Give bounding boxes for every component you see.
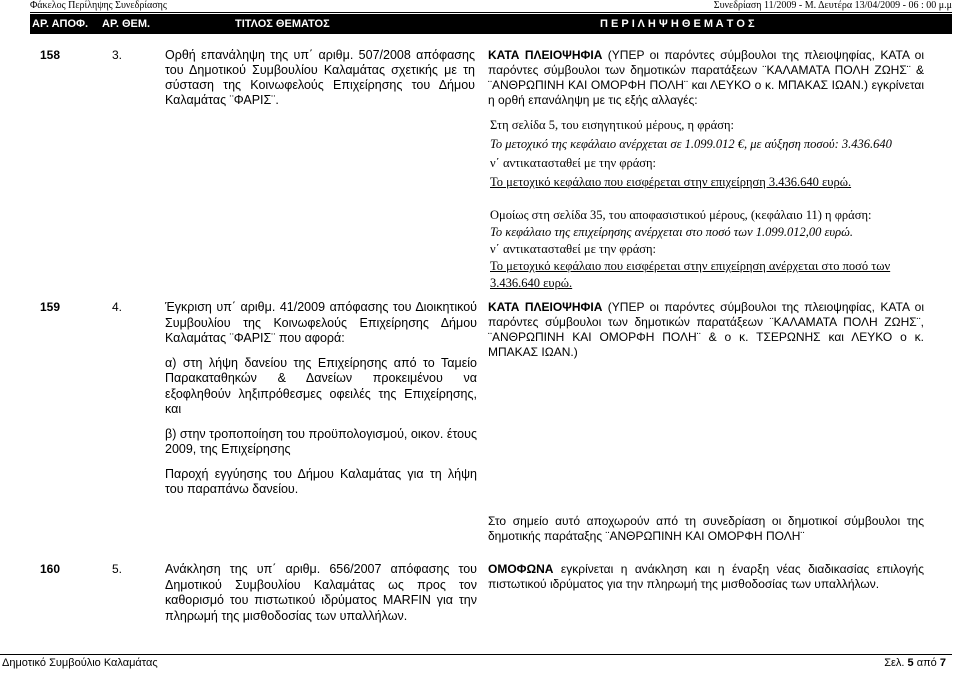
- title-paragraph: β) στην τροποποίηση του προϋπολογισμού, οικον. έτους 2009, της Επιχείρησης: [165, 426, 477, 456]
- topic-title: [165, 300, 477, 498]
- col-summary: Π Ε Ρ Ι Λ Η Ψ Η Θ Ε Μ Α Τ Ο Σ: [600, 18, 755, 30]
- summary-text: (ΥΠΕΡ οι παρόντες σύμβουλοι της πλειοψηφίας, ΚΑΤΑ οι παρόντες σύμβουλοι των δημοτικών παρατάξεων ¨ΚΑΛΑΜΑΤΑ ΠΟΛΗ ΖΩΗΣ¨, ¨ΑΝΘΡΩΠΙΝΗ ΚΑΙ ΟΜΟΡΦΗ ΠΟΛΗ¨ & ο κ. ΤΣΕΡΩΝΗΣ και ΛΕΥΚΟ ο κ. ΜΠΑΚΑΣ ΙΩΑΝ.): [488, 300, 925, 359]
- amendment-line: Το μετοχικό κεφάλαιο που εισφέρεται στην επιχείρηση 3.436.640 ευρώ.: [490, 175, 852, 189]
- amendment-line: Στη σελίδα 5, του εισηγητικού μέρους, η φράση:: [490, 118, 734, 132]
- page-of-label: από: [916, 657, 937, 669]
- page-indicator: [884, 657, 946, 669]
- amendment-line: Το μετοχικό της κεφάλαιο ανέρχεται σε 1.099.012 €, με αύξηση ποσού: 3.436.640: [490, 137, 892, 151]
- decision-number: 160: [40, 562, 61, 576]
- amendment-line: Το κεφάλαιο της επιχείρησης ανέρχεται στο ποσό των 1.099.012,00 ευρώ.: [490, 225, 854, 239]
- title-paragraph: Έγκριση υπ΄ αριθμ. 41/2009 απόφασης του Διοικητικού Συμβουλίου της Κοινωφελούς Επιχείρησης Δήμου Καλαμάτας ¨ΦΑΡΙΣ¨ που αφορά:: [165, 300, 477, 345]
- page-header: [0, 0, 960, 12]
- col-topic-no: ΑΡ. ΘΕΜ.: [102, 18, 151, 30]
- page-number: 5: [907, 657, 914, 669]
- title-paragraph: Παροχή εγγύησης του Δήμου Καλαμάτας για τη λήψη του παραπάνω δανείου.: [165, 466, 477, 496]
- decision-number: 159: [40, 300, 61, 314]
- header-session: Συνεδρίαση 11/2009 - Μ. Δευτέρα 13/04/2009 - 06 : 00 μ.μ: [713, 0, 952, 11]
- decision-number: 158: [40, 48, 61, 62]
- page-label: Σελ.: [884, 657, 905, 669]
- amendment-line: Ομοίως στη σελίδα 35, του αποφασιστικού μέρους, (κεφάλαιο 11) η φράση:: [490, 208, 872, 222]
- session-note: Στο σημείο αυτό αποχωρούν από τη συνεδρίαση οι δημοτικοί σύμβουλοι της δημοτικής παράταξης ¨ΑΝΘΡΩΠΙΝΗ ΚΑΙ ΟΜΟΡΦΗ ΠΟΛΗ¨: [488, 514, 924, 543]
- vote-result: ΚΑΤΑ ΠΛΕΙΟΨΗΦΙΑ: [488, 48, 603, 62]
- header-rule: [30, 12, 952, 13]
- footer-rule: [0, 654, 952, 655]
- page-total: 7: [939, 657, 946, 669]
- topic-title: Ανάκληση της υπ΄ αριθμ. 656/2007 απόφασης του Δημοτικού Συμβουλίου Καλαμάτας ως προς τον καθορισμό του πιστωτικού ιδρύματος MARFIN για την πληρωμή της μισθοδοσίας των υπαλλήλων.: [165, 562, 477, 623]
- topic-summary: [488, 48, 924, 108]
- vote-result: ΚΑΤΑ ΠΛΕΙΟΨΗΦΙΑ: [488, 300, 603, 314]
- topic-number: 5.: [112, 562, 123, 576]
- amendment-line: ν΄ αντικατασταθεί με την φράση:: [490, 156, 657, 170]
- summary-text: εγκρίνεται η ανάκληση και η έναρξη νέας διαδικασίας επιλογής πιστωτικού ιδρύματος για την πληρωμή της μισθοδοσίας των υπαλλήλων.: [488, 562, 924, 591]
- column-header-bar: [30, 14, 952, 34]
- summary-text: (ΥΠΕΡ οι παρόντες σύμβουλοι της πλειοψηφίας, ΚΑΤΑ οι παρόντες σύμβουλοι των δημοτικών παρατάξεων ¨ΚΑΛΑΜΑΤΑ ΠΟΛΗ ΖΩΗΣ¨ & ¨ΑΝΘΡΩΠΙΝΗ ΚΑΙ ΟΜΟΡΦΗ ΠΟΛΗ¨ και ΛΕΥΚΟ ο κ. ΜΠΑΚΑΣ ΙΩΑΝ.) εγκρίνεται η ορθή επανάληψη με τις εξής αλλαγές:: [488, 48, 925, 107]
- topic-summary: [488, 300, 924, 360]
- footer-council-name: Δημοτικό Συμβούλιο Καλαμάτας: [2, 657, 158, 669]
- amendment-line: Το μετοχικό κεφάλαιο που εισφέρεται στην επιχείρηση ανέρχεται στο ποσό των 3.436.640 ευρώ.: [490, 259, 891, 290]
- topic-summary: [488, 562, 924, 592]
- vote-result: ΟΜΟΦΩΝΑ: [488, 562, 554, 576]
- col-topic-title: ΤΙΤΛΟΣ ΘΕΜΑΤΟΣ: [235, 18, 330, 30]
- col-decision-no: ΑΡ. ΑΠΟΦ.: [32, 18, 89, 30]
- title-paragraph: α) στη λήψη δανείου της Επιχείρησης από το Ταμείο Παρακαταθηκών & Δανείων προκειμένου να εξοφληθούν ληξιπρόθεσμες οφειλές της Επιχείρησης, και: [165, 355, 477, 416]
- topic-number: 4.: [112, 300, 123, 314]
- header-file-title: Φάκελος Περίληψης Συνεδρίασης: [30, 0, 167, 11]
- topic-number: 3.: [112, 48, 123, 62]
- amendment-block: [490, 117, 930, 292]
- topic-title: Ορθή επανάληψη της υπ΄ αριθμ. 507/2008 απόφασης του Δημοτικού Συμβουλίου Καλαμάτας σχετικής με τη σύσταση της Κοινωφελούς Επιχείρησης του Δήμου Καλαμάτας ¨ΦΑΡΙΣ¨.: [165, 48, 475, 107]
- amendment-line: ν΄ αντικατασταθεί με την φράση:: [490, 242, 657, 256]
